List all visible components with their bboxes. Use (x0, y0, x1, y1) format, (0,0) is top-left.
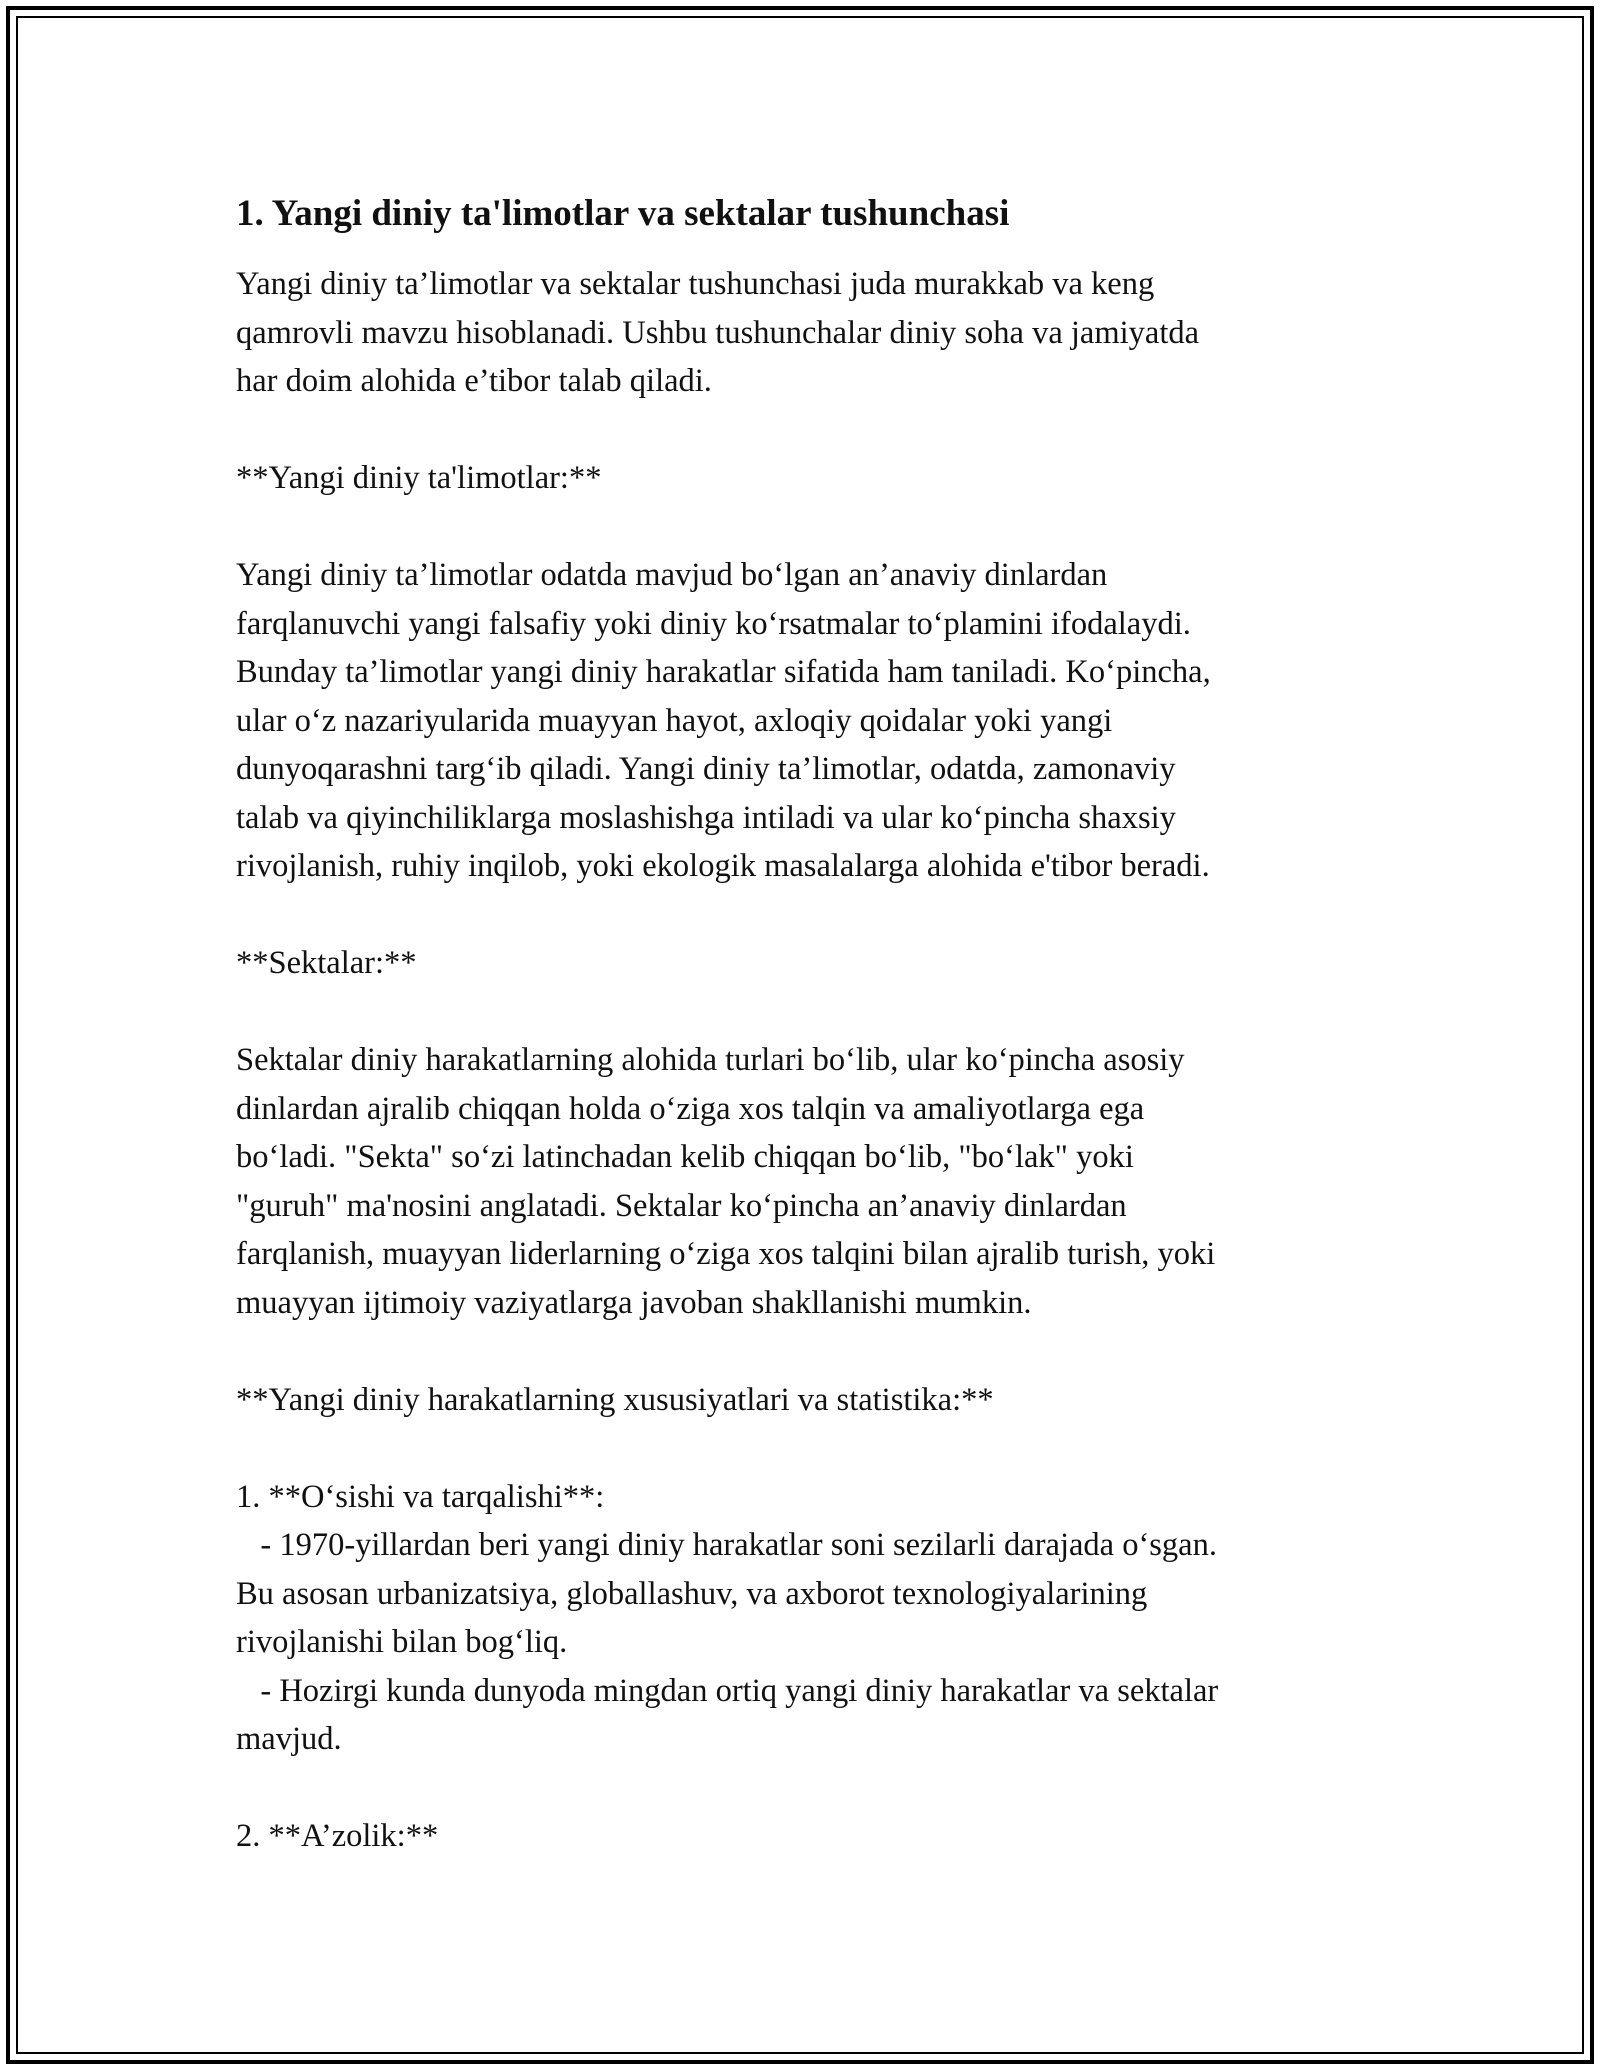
section-heading-teachings: **Yangi diniy ta'limotlar:** (236, 460, 602, 496)
teachings-paragraph: Yangi diniy ta’limotlar odatda mavjud bo‘lgan an’anaviy dinlardan farqlanuvchi yangi falsafiy yoki diniy ko‘rsatmalar to‘plamini ifodalaydi. Bunday ta’limotlar yangi diniy harakatlar sifatida ham taniladi. Ko‘pincha, ular o‘z nazariyularida muayyan hayot, axloqiy qoidalar yoki yangi dunyoqarashni targ‘ib qiladi. Yangi diniy ta’limotlar, odatda, zamonaviy talab va qiyinchiliklarga moslashishga intiladi va ular ko‘pincha shaxsiy rivojlanish, ruhiy inqilob, yoki ekologik masalalarga alohida e'tibor beradi. (236, 557, 1211, 884)
list-item-membership: 2. **A’zolik:** (236, 1818, 439, 1854)
intro-paragraph: Yangi diniy ta’limotlar va sektalar tushunchasi juda murakkab va keng qamrovli mavzu hisoblanadi. Ushbu tushunchalar diniy soha va jamiyatda har doim alohida e’tibor talab qiladi. (236, 266, 1200, 399)
section-heading-features: **Yangi diniy harakatlarning xususiyatlari va statistika:** (236, 1381, 994, 1418)
list-item-growth: 1. **O‘sishi va tarqalishi**: - 1970-yillardan beri yangi diniy harakatlar soni sezilarli darajada o‘sgan. Bu asosan urbanizatsiya, globallashuv, va axborot texnologiyalarining rivojlanishi bilan bog‘liq. - Hozirgi kunda dunyoda mingdan ortiq yangi diniy harakatlar va sektalar mavjud. (236, 1478, 1219, 1757)
section-heading-sects: **Sektalar:** (236, 945, 417, 981)
document-body (236, 188, 1366, 1861)
document-title: 1. Yangi diniy ta'limotlar va sektalar tushunchasi (236, 193, 1010, 234)
sects-paragraph: Sektalar diniy harakatlarning alohida turlari bo‘lib, ular ko‘pincha asosiy dinlardan ajralib chiqqan holda o‘ziga xos talqin va amaliyotlarga ega bo‘ladi. "Sekta" so‘zi latinchadan kelib chiqqan bo‘lib, "bo‘lak" yoki "guruh" ma'nosini anglatadi. Sektalar ko‘pincha an’anaviy dinlardan farqlanish, muayyan liderlarning o‘ziga xos talqini bilan ajralib turish, yoki muayyan ijtimoiy vaziyatlarga javoban shakllanishi mumkin. (236, 1042, 1216, 1321)
